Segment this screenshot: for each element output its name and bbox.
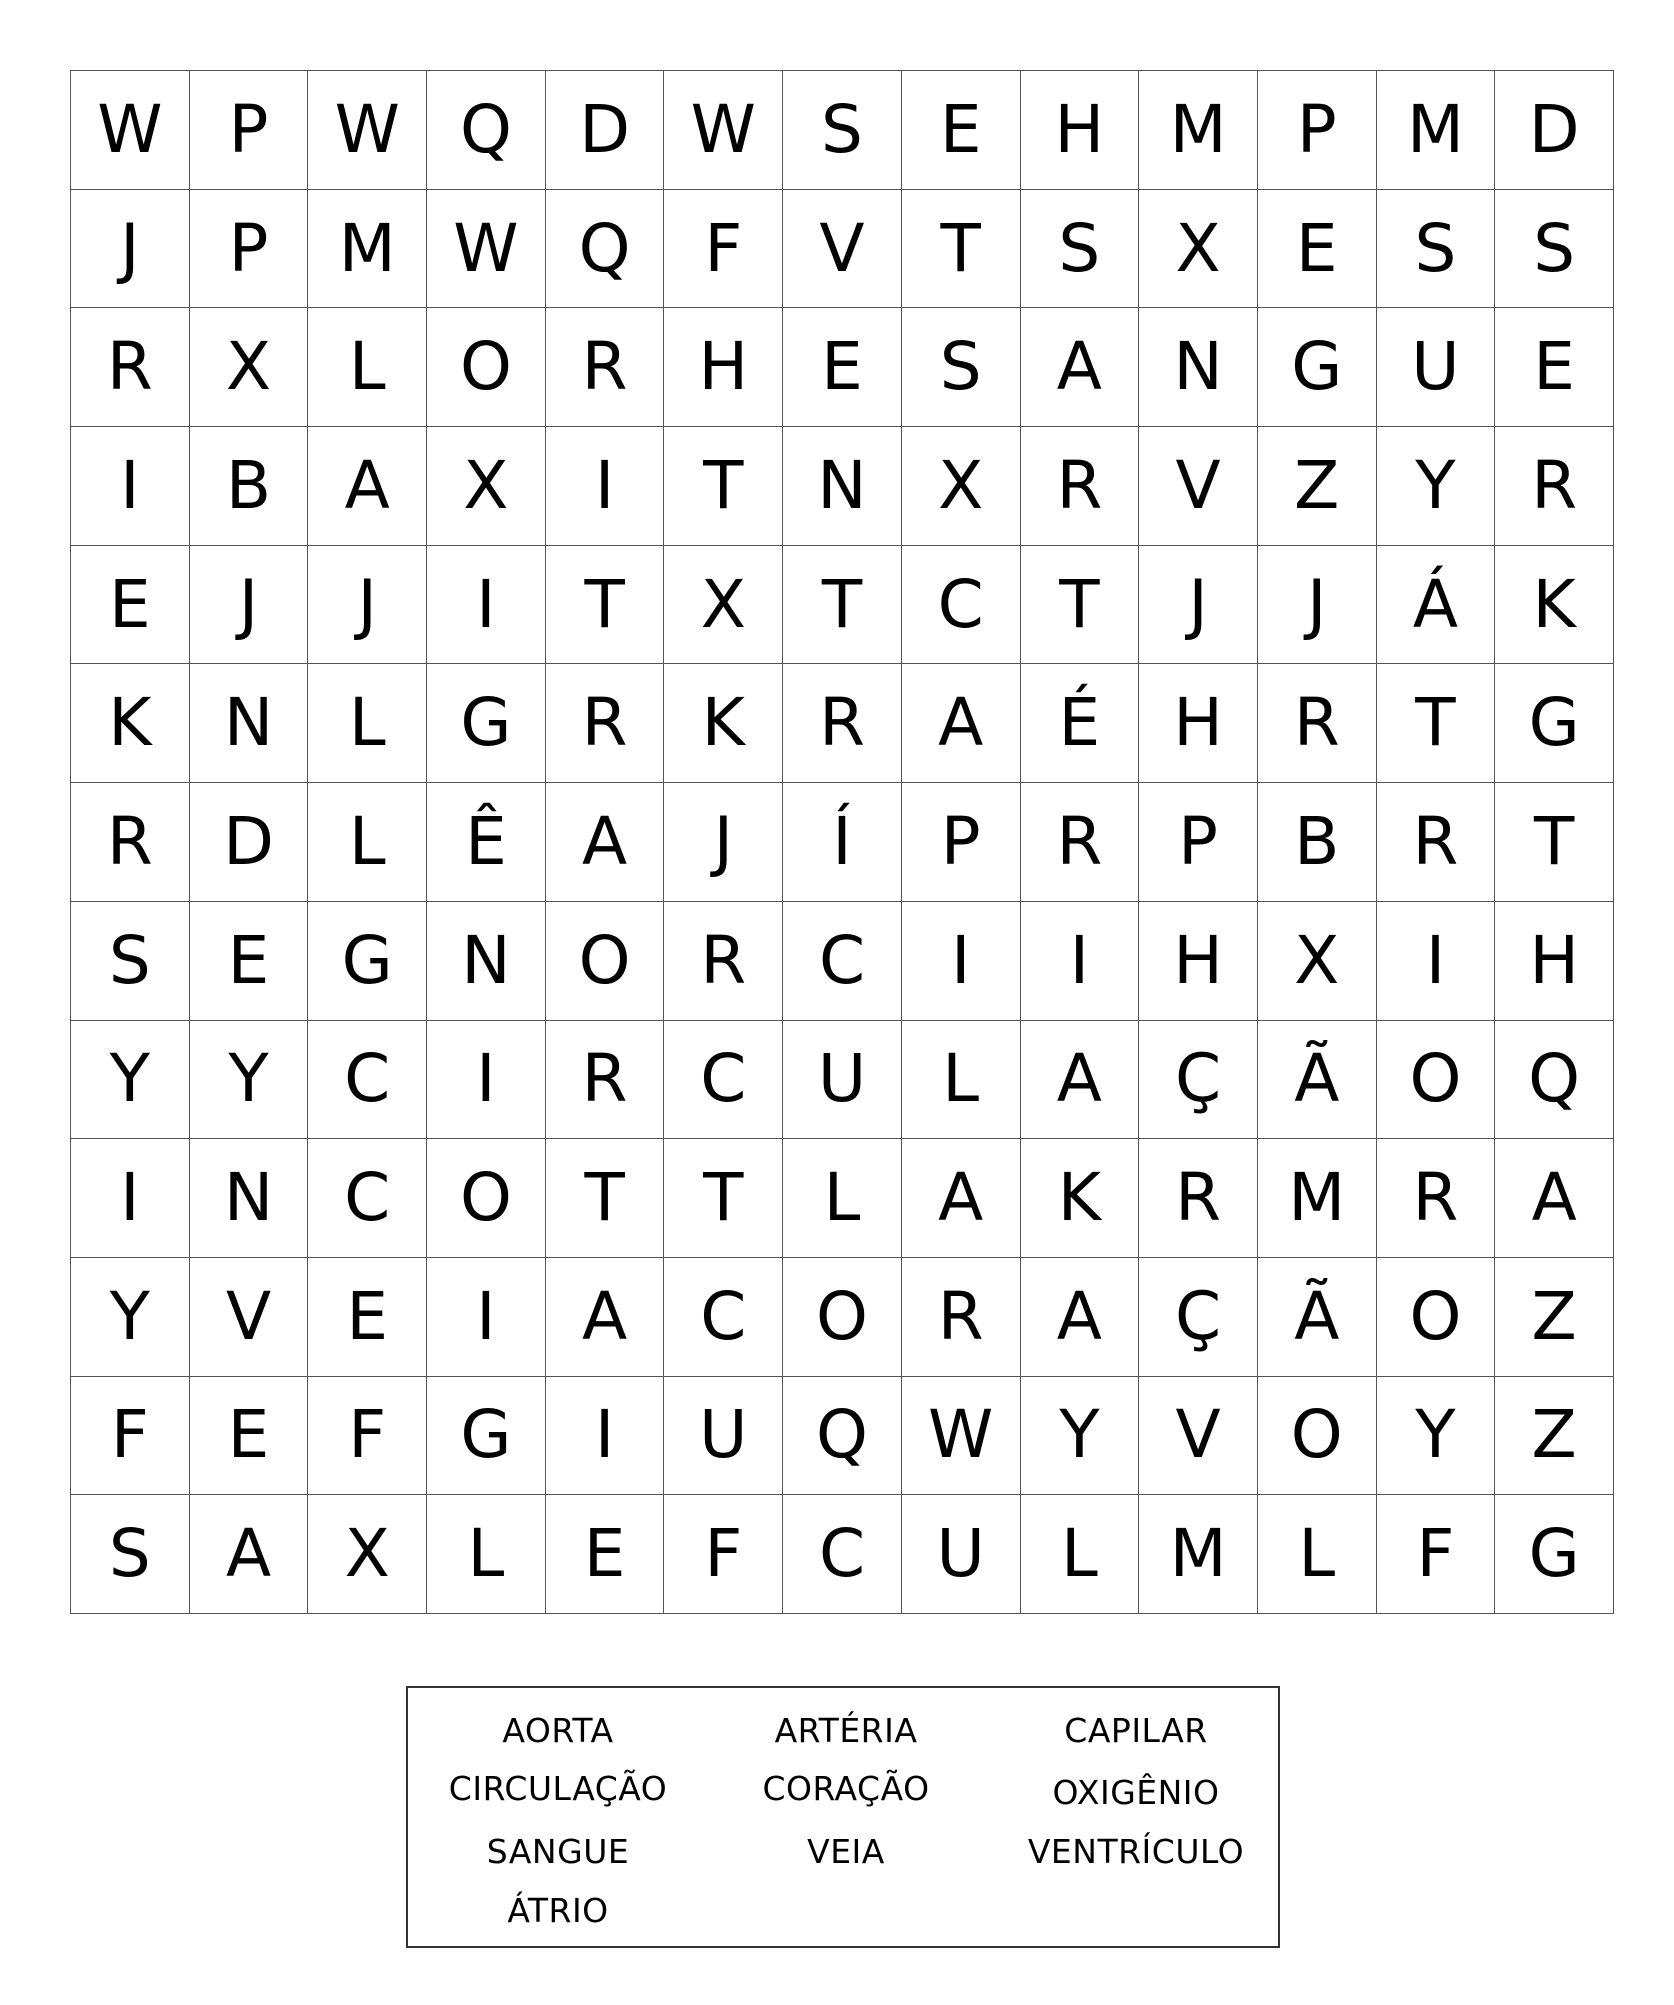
grid-cell[interactable]: N xyxy=(190,1139,309,1258)
grid-cell[interactable]: K xyxy=(1021,1139,1140,1258)
grid-cell[interactable]: O xyxy=(783,1258,902,1377)
grid-cell[interactable]: Z xyxy=(1495,1258,1614,1377)
word-search-grid xyxy=(70,70,1614,1614)
grid-cell[interactable]: R xyxy=(1377,783,1496,902)
grid-cell[interactable]: E xyxy=(546,1495,665,1614)
grid-cell[interactable]: J xyxy=(1139,546,1258,665)
grid-cell[interactable]: L xyxy=(783,1139,902,1258)
grid-cell[interactable]: G xyxy=(427,664,546,783)
grid-cell[interactable]: R xyxy=(71,783,190,902)
word-list-item: CIRCULAÇÃO xyxy=(448,1769,668,1808)
grid-cell[interactable]: R xyxy=(1021,783,1140,902)
grid-cell[interactable]: G xyxy=(1258,308,1377,427)
word-list-item: CAPILAR xyxy=(1064,1711,1208,1750)
grid-cell[interactable]: C xyxy=(308,1139,427,1258)
grid-cell[interactable]: O xyxy=(427,1139,546,1258)
grid-cell[interactable]: I xyxy=(546,1377,665,1496)
grid-cell[interactable]: T xyxy=(546,546,665,665)
grid-cell[interactable]: E xyxy=(308,1258,427,1377)
grid-cell[interactable]: V xyxy=(190,1258,309,1377)
grid-cell[interactable]: Ç xyxy=(1139,1021,1258,1140)
grid-cell[interactable]: C xyxy=(783,902,902,1021)
grid-cell[interactable]: R xyxy=(902,1258,1021,1377)
grid-cell[interactable]: E xyxy=(902,71,1021,190)
grid-cell[interactable]: C xyxy=(902,546,1021,665)
grid-cell[interactable]: E xyxy=(1495,308,1614,427)
grid-cell[interactable]: C xyxy=(308,1021,427,1140)
grid-cell[interactable]: V xyxy=(783,190,902,309)
grid-cell[interactable]: D xyxy=(546,71,665,190)
grid-cell[interactable]: Z xyxy=(1495,1377,1614,1496)
grid-cell[interactable]: L xyxy=(427,1495,546,1614)
grid-cell[interactable]: A xyxy=(902,664,1021,783)
grid-cell[interactable]: J xyxy=(1258,546,1377,665)
grid-cell[interactable]: Ã xyxy=(1258,1258,1377,1377)
grid-cell[interactable]: J xyxy=(664,783,783,902)
grid-cell[interactable]: H xyxy=(1021,71,1140,190)
grid-cell[interactable]: X xyxy=(664,546,783,665)
grid-cell[interactable]: R xyxy=(546,308,665,427)
grid-cell[interactable]: P xyxy=(902,783,1021,902)
grid-cell[interactable]: K xyxy=(664,664,783,783)
grid-cell[interactable]: L xyxy=(1021,1495,1140,1614)
grid-cell[interactable]: Y xyxy=(1021,1377,1140,1496)
grid-cell[interactable]: I xyxy=(546,427,665,546)
grid-cell[interactable]: Q xyxy=(783,1377,902,1496)
grid-cell[interactable]: K xyxy=(1495,546,1614,665)
grid-cell[interactable]: F xyxy=(308,1377,427,1496)
word-list-item: VEIA xyxy=(807,1832,885,1871)
grid-cell[interactable]: Í xyxy=(783,783,902,902)
grid-cell[interactable]: R xyxy=(1495,427,1614,546)
grid-cell[interactable]: U xyxy=(902,1495,1021,1614)
grid-cell[interactable]: Á xyxy=(1377,546,1496,665)
grid-cell[interactable]: V xyxy=(1139,1377,1258,1496)
word-list-item: OXIGÊNIO xyxy=(1052,1773,1220,1812)
grid-cell[interactable]: E xyxy=(1258,190,1377,309)
grid-cell[interactable]: R xyxy=(546,1021,665,1140)
grid-cell[interactable]: C xyxy=(664,1021,783,1140)
grid-cell[interactable]: C xyxy=(664,1258,783,1377)
grid-cell[interactable]: R xyxy=(664,902,783,1021)
grid-cell[interactable]: L xyxy=(308,783,427,902)
grid-cell[interactable]: G xyxy=(427,1377,546,1496)
grid-cell[interactable]: R xyxy=(71,308,190,427)
grid-cell[interactable]: I xyxy=(427,1021,546,1140)
grid-cell[interactable]: S xyxy=(1021,190,1140,309)
grid-cell[interactable]: A xyxy=(1495,1139,1614,1258)
grid-cell[interactable]: U xyxy=(1377,308,1496,427)
grid-cell[interactable]: P xyxy=(1139,783,1258,902)
grid-cell[interactable]: H xyxy=(1139,902,1258,1021)
grid-cell[interactable]: Ç xyxy=(1139,1258,1258,1377)
grid-cell[interactable]: A xyxy=(546,783,665,902)
grid-cell[interactable]: K xyxy=(71,664,190,783)
grid-cell[interactable]: T xyxy=(1377,664,1496,783)
grid-cell[interactable]: A xyxy=(902,1139,1021,1258)
grid-cell[interactable]: B xyxy=(1258,783,1377,902)
grid-cell[interactable]: S xyxy=(902,308,1021,427)
word-list-item: SANGUE xyxy=(486,1832,630,1871)
grid-cell[interactable]: M xyxy=(308,190,427,309)
grid-cell[interactable]: W xyxy=(308,71,427,190)
word-list-item: VENTRÍCULO xyxy=(1027,1832,1245,1871)
grid-cell[interactable]: N xyxy=(1139,308,1258,427)
grid-cell[interactable]: D xyxy=(1495,71,1614,190)
grid-cell[interactable]: X xyxy=(902,427,1021,546)
grid-cell[interactable]: I xyxy=(1021,902,1140,1021)
grid-cell[interactable]: J xyxy=(71,190,190,309)
grid-cell[interactable]: W xyxy=(427,190,546,309)
grid-cell[interactable]: G xyxy=(1495,664,1614,783)
grid-cell[interactable]: A xyxy=(190,1495,309,1614)
grid-cell[interactable]: X xyxy=(1139,190,1258,309)
word-list-item: AORTA xyxy=(502,1711,614,1750)
grid-cell[interactable]: H xyxy=(664,308,783,427)
grid-cell[interactable]: D xyxy=(190,783,309,902)
grid-cell[interactable]: F xyxy=(664,190,783,309)
grid-cell[interactable]: P xyxy=(190,71,309,190)
grid-cell[interactable]: A xyxy=(1021,1021,1140,1140)
grid-cell[interactable]: U xyxy=(783,1021,902,1140)
grid-cell[interactable]: R xyxy=(1258,664,1377,783)
grid-cell[interactable]: Ê xyxy=(427,783,546,902)
grid-cell[interactable]: É xyxy=(1021,664,1140,783)
grid-cell[interactable]: O xyxy=(1258,1377,1377,1496)
grid-cell[interactable]: Q xyxy=(546,190,665,309)
grid-cell[interactable]: A xyxy=(546,1258,665,1377)
grid-cell[interactable]: F xyxy=(1377,1495,1496,1614)
grid-cell[interactable]: S xyxy=(71,1495,190,1614)
grid-cell[interactable]: I xyxy=(902,902,1021,1021)
grid-cell[interactable]: X xyxy=(308,1495,427,1614)
grid-cell[interactable]: Y xyxy=(71,1258,190,1377)
word-list-item: CORAÇÃO xyxy=(762,1769,930,1808)
grid-cell[interactable]: T xyxy=(664,427,783,546)
grid-cell[interactable]: X xyxy=(190,308,309,427)
grid-cell[interactable]: L xyxy=(902,1021,1021,1140)
grid-cell[interactable]: P xyxy=(1258,71,1377,190)
grid-cell[interactable]: H xyxy=(1495,902,1614,1021)
grid-cell[interactable]: Y xyxy=(1377,427,1496,546)
grid-cell[interactable]: Q xyxy=(1495,1021,1614,1140)
grid-cell[interactable]: T xyxy=(546,1139,665,1258)
grid-cell[interactable]: V xyxy=(1139,427,1258,546)
grid-cell[interactable]: O xyxy=(1377,1258,1496,1377)
grid-cell[interactable]: S xyxy=(1495,190,1614,309)
grid-cell[interactable]: M xyxy=(1377,71,1496,190)
grid-cell[interactable]: E xyxy=(190,1377,309,1496)
grid-cell[interactable]: J xyxy=(190,546,309,665)
grid-cell[interactable]: W xyxy=(71,71,190,190)
grid-cell[interactable]: O xyxy=(546,902,665,1021)
grid-cell[interactable]: W xyxy=(664,71,783,190)
grid-cell[interactable]: T xyxy=(1021,546,1140,665)
grid-cell[interactable]: T xyxy=(1495,783,1614,902)
grid-cell[interactable]: L xyxy=(308,308,427,427)
grid-cell[interactable]: R xyxy=(1139,1139,1258,1258)
grid-cell[interactable]: M xyxy=(1258,1139,1377,1258)
word-list-item: ÁTRIO xyxy=(507,1891,609,1930)
grid-cell[interactable]: N xyxy=(190,664,309,783)
grid-cell[interactable]: F xyxy=(71,1377,190,1496)
word-list-item: ARTÉRIA xyxy=(774,1711,918,1750)
grid-cell[interactable]: Q xyxy=(427,71,546,190)
grid-cell[interactable]: E xyxy=(190,902,309,1021)
grid-cell[interactable]: C xyxy=(783,1495,902,1614)
grid-cell[interactable]: B xyxy=(190,427,309,546)
grid-cell[interactable]: A xyxy=(1021,308,1140,427)
grid-cell[interactable]: H xyxy=(1139,664,1258,783)
grid-cell[interactable]: O xyxy=(1377,1021,1496,1140)
word-list-box xyxy=(406,1686,1280,1948)
grid-cell[interactable]: R xyxy=(783,664,902,783)
grid-cell[interactable]: A xyxy=(308,427,427,546)
grid-cell[interactable]: T xyxy=(664,1139,783,1258)
grid-cell[interactable]: I xyxy=(71,427,190,546)
grid-cell[interactable]: U xyxy=(664,1377,783,1496)
grid-cell[interactable]: Z xyxy=(1258,427,1377,546)
grid-cell[interactable]: I xyxy=(71,1139,190,1258)
grid-cell[interactable]: M xyxy=(1139,71,1258,190)
grid-cell[interactable]: E xyxy=(783,308,902,427)
grid-cell[interactable]: A xyxy=(1021,1258,1140,1377)
grid-cell[interactable]: G xyxy=(308,902,427,1021)
grid-cell[interactable]: R xyxy=(1377,1139,1496,1258)
grid-cell[interactable]: R xyxy=(546,664,665,783)
grid-cell[interactable]: S xyxy=(71,902,190,1021)
grid-cell[interactable]: I xyxy=(427,546,546,665)
grid-cell[interactable]: Ã xyxy=(1258,1021,1377,1140)
grid-cell[interactable]: L xyxy=(1258,1495,1377,1614)
grid-cell[interactable]: M xyxy=(1139,1495,1258,1614)
grid-cell[interactable]: N xyxy=(783,427,902,546)
grid-cell[interactable]: X xyxy=(1258,902,1377,1021)
grid-cell[interactable]: J xyxy=(308,546,427,665)
grid-cell[interactable]: W xyxy=(902,1377,1021,1496)
grid-cell[interactable]: E xyxy=(71,546,190,665)
grid-cell[interactable]: Y xyxy=(190,1021,309,1140)
grid-cell[interactable]: N xyxy=(427,902,546,1021)
grid-cell[interactable]: S xyxy=(783,71,902,190)
grid-cell[interactable]: R xyxy=(1021,427,1140,546)
grid-cell[interactable]: O xyxy=(427,308,546,427)
grid-cell[interactable]: I xyxy=(1377,902,1496,1021)
grid-cell[interactable]: Y xyxy=(71,1021,190,1140)
grid-cell[interactable]: T xyxy=(783,546,902,665)
grid-cell[interactable]: I xyxy=(427,1258,546,1377)
grid-cell[interactable]: Y xyxy=(1377,1377,1496,1496)
grid-cell[interactable]: S xyxy=(1377,190,1496,309)
grid-cell[interactable]: X xyxy=(427,427,546,546)
grid-cell[interactable]: F xyxy=(664,1495,783,1614)
grid-cell[interactable]: P xyxy=(190,190,309,309)
grid-cell[interactable]: T xyxy=(902,190,1021,309)
grid-cell[interactable]: G xyxy=(1495,1495,1614,1614)
grid-cell[interactable]: L xyxy=(308,664,427,783)
